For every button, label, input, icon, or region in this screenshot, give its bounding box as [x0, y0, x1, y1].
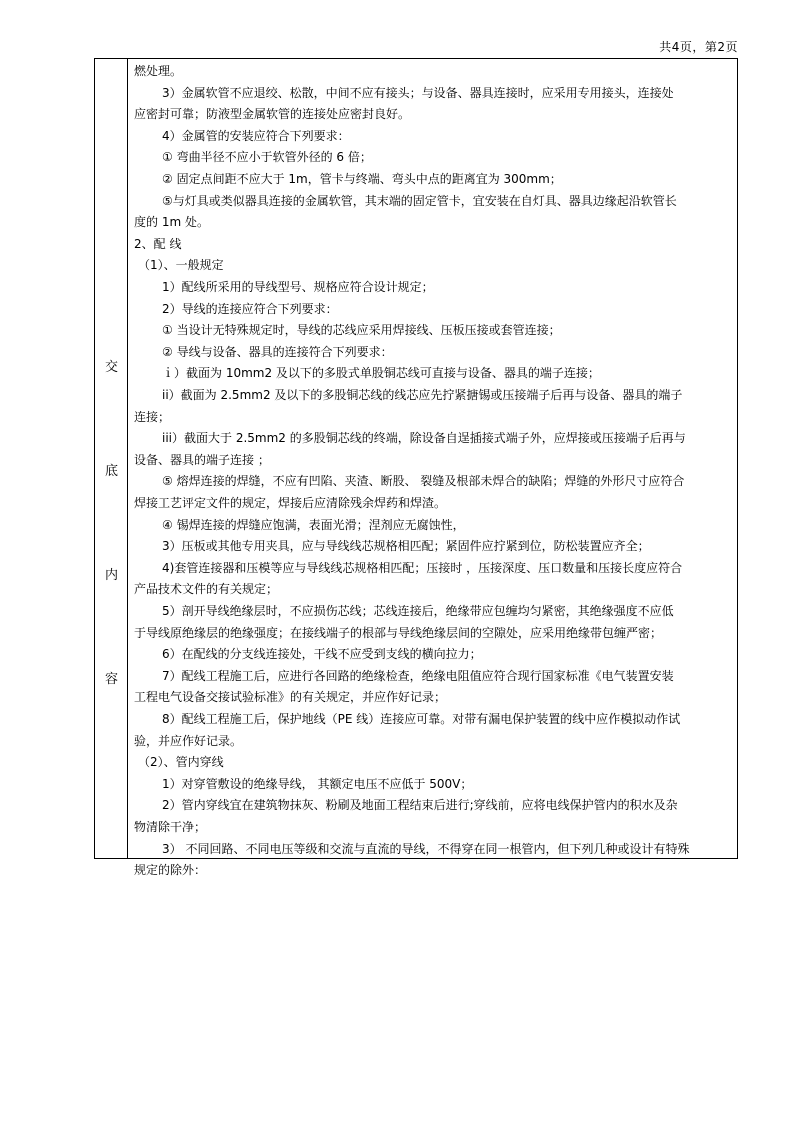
text-line: ① 当设计无特殊规定时，导线的芯线应采用焊接线、压板压接或套管连接； [162, 323, 561, 338]
text-line: ① 弯曲半径不应小于软管外径的 6 倍； [162, 150, 372, 165]
text-line: 2）管内穿线宜在建筑物抹灰、粉刷及地面工程结束后进行;穿线前，应将电线保护管内的积水及杂 [162, 798, 678, 813]
text-line: 燃处理。 [134, 64, 183, 78]
text-line: 验，并应作好记录。 [134, 733, 243, 748]
text-line: ④ 锡焊连接的焊缝应饱满，表面光滑；涅剂应无腐蚀性， [162, 517, 465, 532]
text-line: 物清除干净； [134, 820, 207, 834]
text-line: 8）配线工程施工后，保护地线（PE 线）连接应可靠。对带有漏电保护装置的线中应作模拟动作试 [162, 712, 681, 726]
text-line: 焊接工艺评定文件的规定，焊接后应清除残余焊药和焊渣。 [134, 496, 447, 510]
text-line: 4）金属管的安装应符合下列要求： [162, 128, 350, 143]
text-line: 3）压板或其他专用夹具，应与导线线芯规格相匹配；紧固件应拧紧到位，防松装置应齐全； [162, 539, 650, 554]
disclosure-table [94, 58, 738, 878]
text-line: 3） 不同回路、不同电压等级和交流与直流的导线，不得穿在同一根管内，但下列几种或设计有特殊 [162, 841, 690, 856]
text-line: 4)套管连接器和压模等应与导线线芯规格相匹配；压接时 ，压接深度、压口数量和压接长度应符合 [162, 560, 683, 575]
content-cell [128, 59, 737, 878]
text-line: 5）剖开导线绝缘层时，不应损伤芯线；芯线连接后，绝缘带应包缠均匀紧密，其绝缘强度不应低 [162, 604, 674, 618]
text-line: 设备、器具的端子连接 ； [134, 452, 270, 467]
text-line: 连接； [134, 409, 171, 424]
page-info: 共4页，第2页 [659, 40, 738, 54]
text-line: 工程电气设备交接试验标准》的有关规定，并应作好记录； [134, 690, 447, 705]
text-line: ⑤ 熔焊连接的焊缝，不应有凹陷、夹渣、断股、 裂缝及根部未焊合的缺陷；焊缝的外形尺寸应符合 [162, 474, 685, 489]
text-line: iii）截面大于 2.5mm2 的多股铜芯线的终端，除设备自逞插接式端子外，应焊接或压接端子后再与 [162, 431, 686, 446]
text-line: ② 导线与设备、器具的连接符合下列要求： [162, 344, 393, 359]
text-line: 2）导线的连接应符合下列要求： [162, 301, 338, 316]
text-line: 于导线原绝缘层的绝缘强度；在接线端子的根部与导线绝缘层间的空隙处，应采用绝缘带包缠严密； [134, 625, 663, 640]
section-heading: 2、配 线 [134, 236, 182, 251]
text-line: 度的 1m 处。 [134, 215, 209, 230]
subsection-heading: （2）、管内穿线 [138, 755, 224, 770]
text-line: ｉ）截面为 10mm2 及以下的多股式单股铜芯线可直接与设备、器具的端子连接； [162, 366, 600, 381]
text-line: 规定的除外： [134, 863, 207, 878]
text-line: ② 固定点间距不应大于 1m，管卡与终端、弯头中点的距离宜为 300mm； [162, 172, 562, 186]
subsection-heading: （1）、一般规定 [138, 258, 224, 273]
label-char-di: 底 [104, 464, 118, 479]
text-line: 1）对穿管敷设的绝缘导线， 其额定电压不应低于 500V； [162, 776, 473, 791]
text-line: 产品技术文件的有关规定； [134, 582, 279, 597]
text-line: 3）金属软管不应退绞、松散，中间不应有接头；与设备、器具连接时，应采用专用接头，连接处 [162, 85, 674, 100]
label-char-jiao: 交 [104, 360, 118, 375]
text-line: 1）配线所采用的导线型号、规格应符合设计规定； [162, 280, 434, 294]
text-line: 应密封可靠；防液型金属软管的连接处应密封良好。 [134, 107, 411, 122]
label-char-rong: 容 [104, 672, 118, 687]
text-line: 7）配线工程施工后，应进行各回路的绝缘检查，绝缘电阻值应符合现行国家标准《电气装置安装 [162, 668, 674, 683]
label-char-nei: 内 [104, 568, 118, 583]
text-line: ⑤与灯具或类似器具连接的金属软管，其末端的固定管卡，宜安装在自灯具、器具边缘起沿软管长 [162, 193, 677, 208]
text-line: ii）截面为 2.5mm2 及以下的多股铜芯线的线芯应先拧紧搪锡或压接端子后再与设备、器具的端子 [162, 388, 683, 402]
label-column [95, 59, 128, 858]
text-line: 6）在配线的分支线连接处，干线不应受到支线的横向拉力； [162, 647, 482, 662]
